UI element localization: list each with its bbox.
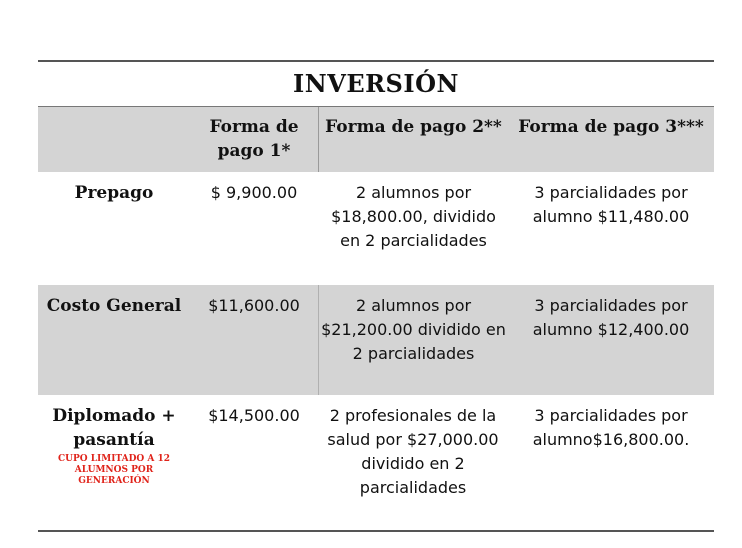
header-empty	[38, 107, 190, 172]
table-title: INVERSIÓN	[293, 69, 459, 98]
pago-2-value: 2 profesionales de la salud por $27,000.00 dividido en 2 parcialidades	[327, 406, 499, 497]
pago-3-value: 3 parcialidades por alumno$16,800.00.	[532, 406, 690, 449]
header-pago-3: Forma de pago 3***	[518, 117, 704, 137]
bottom-rule	[38, 530, 714, 532]
table-row-costo-general	[38, 285, 714, 395]
row-label: Diplomado + pasantía	[52, 406, 176, 450]
header-pago-1: Forma de pago 1*	[209, 117, 299, 161]
row-label: Prepago	[74, 183, 154, 203]
header-pago-2: Forma de pago 2**	[318, 107, 508, 172]
pago-3-value: 3 parcialidades por alumno $12,400.00	[532, 296, 690, 339]
pago-3-value: 3 parcialidades por alumno $11,480.00	[532, 183, 690, 226]
header-row	[38, 107, 714, 172]
pago-1-value: $ 9,900.00	[210, 183, 298, 202]
cupo-note: CUPO LIMITADO A 12 ALUMNOS POR GENERACIÓN	[57, 454, 171, 486]
row-label-cell	[38, 395, 190, 530]
pago-1-value: $11,600.00	[208, 296, 300, 315]
row-label: Costo General	[46, 296, 182, 316]
table-row-diplomado	[38, 395, 714, 530]
table-row-prepago	[38, 172, 714, 285]
pago-2-value: 2 alumnos por $21,200.00 dividido en 2 parcialidades	[318, 285, 508, 395]
investment-table	[38, 60, 714, 532]
pago-2-value: 2 alumnos por $18,800.00, dividido en 2 parcialidades	[318, 172, 508, 285]
pago-1-value: $14,500.00	[208, 406, 300, 425]
